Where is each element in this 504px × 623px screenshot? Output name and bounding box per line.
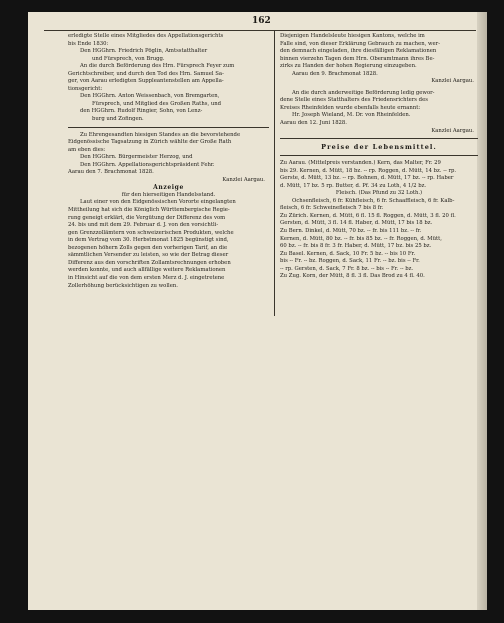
text-line: Aarau den 12. Juni 1828. xyxy=(280,120,347,127)
left-column xyxy=(68,33,269,290)
text-line: Kreises Rheinfelden wurde ebenfalls heute ernannt: xyxy=(280,104,421,111)
text-line: erledigte Stelle eines Mitgliedes des Appellationsgerichts xyxy=(68,33,224,39)
text-line: Den HGGhrn. Bürgermeister Herzog, und xyxy=(80,154,193,161)
page-number: 162 xyxy=(252,16,271,26)
text-line: Den HGGhrn. Friedrich Pöglin, Amtsstatthalter xyxy=(80,48,208,55)
text-line: den demnach eingeladen, ihre diesfälligen Reklamationen xyxy=(280,48,437,55)
text-line: Zu Ehrengesandten hiesigen Standes an die bevorstehende xyxy=(80,131,241,138)
section-rule xyxy=(280,138,478,139)
text-line: Mittheilung hat sich die Königlich Württembergische Regie- xyxy=(68,207,230,214)
text-line: Eidgenössische Tagsatzung in Zürich wählte der Große Rath xyxy=(68,139,232,146)
signature: Kanzlei Aargau. xyxy=(431,127,474,134)
text-line: An die durch anderweitige Beförderung ledig gewor- xyxy=(292,89,435,96)
text-line: 24. bis und mit dem 29. Februar d. J. von den vorsichtli- xyxy=(68,222,219,229)
price-line: Gerste, d. Mütt, 13 bz. -- rp. Bohnen, d. Mütt, 17 bz. -- rp. Haber xyxy=(280,175,454,182)
text-line: in dem Vertrag vom 30. Herbstmonat 1825 begünstigt sind, xyxy=(68,237,229,244)
signature: Kanzlei Aargau. xyxy=(431,78,474,85)
text-line: burg und Zofingen. xyxy=(92,116,144,123)
text-line: Hr. Joseph Wieland, M. Dr. von Rheinfelden. xyxy=(292,112,411,119)
text-line: in Hinsicht auf die von dem ersten Merz d. J. eingetretene xyxy=(68,274,225,281)
text-line: Differenz aus den vorschriften Zollamtsrechnungen erhoben xyxy=(68,259,231,266)
text-line: sämmtlichen Versender zu leisten, so wie der Betrag dieser xyxy=(68,252,229,259)
price-line: Gersten, d. Mütt, 3 fl. 14 fl. Haber, d. Mütt, 17 bis 18 bz. xyxy=(280,220,433,227)
text-line: und Fürsprech, von Brugg. xyxy=(92,55,165,62)
text-line: bis Ende 1830: xyxy=(68,40,109,47)
text-line: ger, von Aarau erledigten Suppleantenstellen am Appella- xyxy=(68,78,224,85)
column-divider xyxy=(274,31,275,316)
price-line: Zu Zug. Korn, der Mütt, 8 fl. 3 fl. Das Brod zu 4 fl. 40. xyxy=(280,273,425,280)
text-line: Den HGGhrn. Anton Weissenbach, von Bremgarten, xyxy=(80,93,220,100)
page-edge xyxy=(477,12,487,610)
price-line: Zu Aarau. (Mittelpreis verstanden.) Kern, das Malter, Fr. 29 xyxy=(280,160,441,167)
text-line: Zollerhöhung berücksichtigen zu wollen. xyxy=(68,282,178,289)
text-line: Den HGGhrn. Appellationsgerichtspräsident Fehr. xyxy=(80,161,215,168)
text-line: tionsgericht: xyxy=(68,85,103,92)
price-line: bis 29. Kernen, d. Mütt, 18 bz. -- rp. Roggen, d. Mütt, 14 bz. -- rp. xyxy=(280,167,457,174)
text-line: Falle sind, von dieser Erklärung Gebrauch zu machen, wer- xyxy=(280,40,440,47)
prices-title: Preise der Lebensmittel. xyxy=(321,143,437,152)
text-line: Aarau den 9. Brachmonat 1828. xyxy=(292,70,378,77)
section-rule xyxy=(280,155,478,156)
right-column xyxy=(280,33,478,281)
price-line: Fleisch. (Das Pfund zu 32 Loth.) xyxy=(335,190,423,197)
text-line: den HGGhrn. Rudolf Ringier, Sohn, von Lenz- xyxy=(80,108,203,115)
price-line: Zu Bern. Dinkel, d. Mütt, 70 bz. -- fr. bis 111 bz. -- fr. xyxy=(280,228,422,235)
text-line: zirks zu Handen der hohen Regierung einzugeben. xyxy=(280,63,417,70)
text-line: Aarau den 7. Brachmonat 1828. xyxy=(68,169,154,176)
price-line: Zu Basel. Kernen, d. Sack, 10 Fr. 5 bz. -- bis 10 Fr. xyxy=(280,250,416,257)
price-line: 60 bz. -- fr. bis 8 fr. 3 fr. Haber, d. Mütt, 17 bz. bis 25 bz. xyxy=(280,243,432,250)
text-line: An die durch Beförderung des Hrn. Fürsprech Feyer zum xyxy=(80,63,235,70)
price-line: fleisch, 6 fr. Schweinefleisch 7 bis 8 fr. xyxy=(280,205,384,212)
price-line: Zu Zürich. Kernen, d. Mütt, 6 fl. 15 fl. Roggen, d. Mütt, 3 fl. 20 fl. xyxy=(280,212,456,219)
signature: Kanzlei Aargau. xyxy=(222,176,265,183)
price-line: bis -- Fr. -- bz. Roggen, d. Sack, 11 Fr. -- bz. bis -- Fr. xyxy=(280,258,420,265)
price-line: -- rp. Gersten, d. Sack, 7 Fr. 8 bz. -- bis -- Fr. -- bz. xyxy=(280,265,414,272)
text-line: werden konnte, und auch allfällige weitere Reklamationen xyxy=(68,267,226,274)
text-line: bezogenen höhern Zolls gegen den vorherigen Tarif, an die xyxy=(68,244,228,251)
text-line: gen Grenzzollämtern von schweizerischen Produkten, welche xyxy=(68,229,234,236)
text-line: binnen vierzehn Tagen dem Hrn. Oberamtmann ihres Be- xyxy=(280,55,435,62)
notice-title: Anzeige xyxy=(153,184,184,192)
text-line: Gerichtschreiber, und durch den Tod des Hrn. Samuel Sa- xyxy=(68,70,224,77)
text-line: am eben dies: xyxy=(68,146,106,153)
text-line: Laut einer von den Eidgenössischen Vororte eingelangten xyxy=(80,199,236,206)
text-line: Diejenigen Handelsleute hiesigen Kantons, welche im xyxy=(280,33,425,39)
price-line: d. Mütt, 17 bz. 5 rp. Butter, d. Pf. 34 zu Loth, 4 1/2 bz. xyxy=(280,182,427,189)
text-line: dene Stelle eines Statthalters des Friedensrichters des xyxy=(280,97,428,104)
price-line: Kernen, d. Mütt, 80 bz. -- fr. bis 85 bz. -- fr. Roggen, d. Mütt, xyxy=(280,235,442,242)
price-line: Ochsenfleisch, 6 fr. Kühfleisch, 6 fr. Schaaffleisch, 6 fr. Kalb- xyxy=(292,197,455,204)
notice-subtitle: für den hierseitigen Handelsstand. xyxy=(121,191,216,198)
header-rule xyxy=(44,30,476,31)
section-rule xyxy=(68,127,269,128)
newspaper-page xyxy=(28,12,487,610)
text-line: Fürsprech, und Mitglied des Großen Raths, und xyxy=(92,100,222,107)
text-line: rung geneigt erklärt, die Vergütung der Differenz des vom xyxy=(68,214,226,221)
